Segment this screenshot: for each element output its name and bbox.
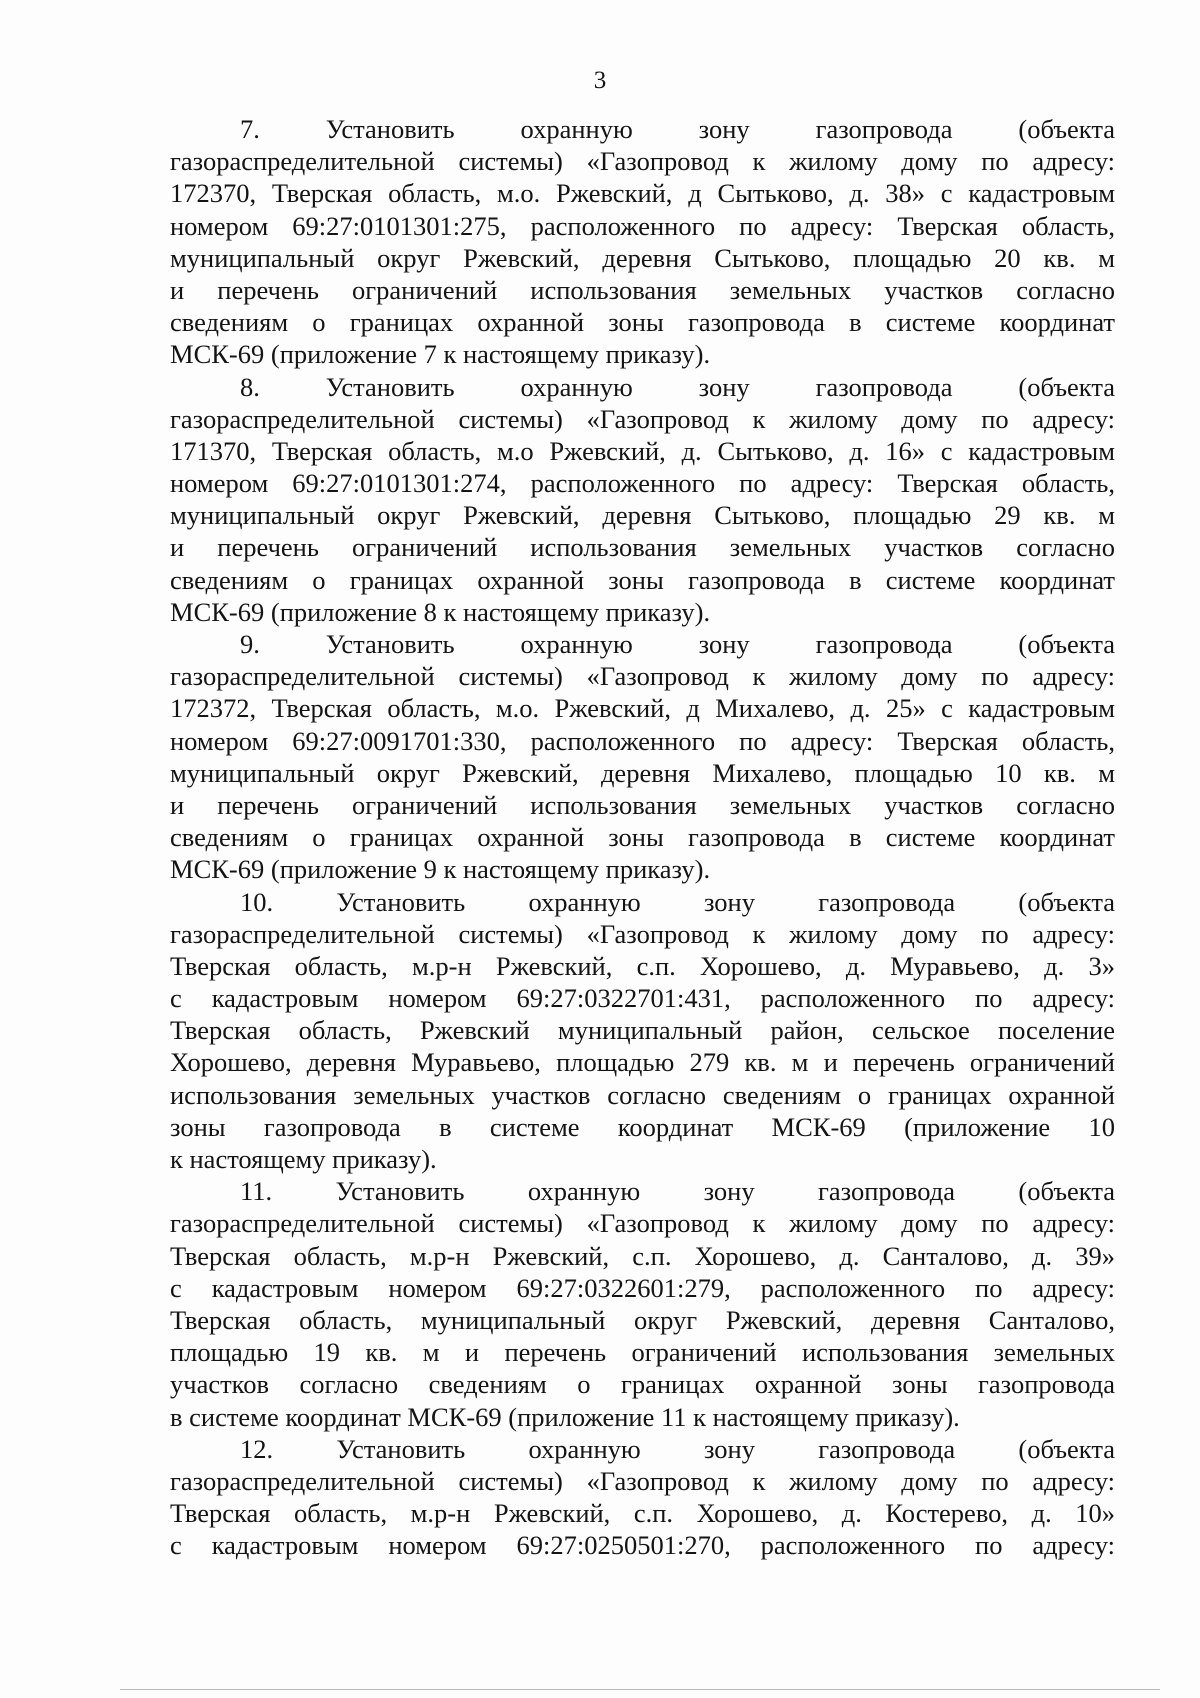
paragraph-item-9 <box>170 628 1115 886</box>
text-line: муниципальный округ Ржевский, деревня Михалево, площадью 10 кв. м <box>170 757 1115 788</box>
text-line: с кадастровым номером 69:27:0250501:270, расположенного по адресу: <box>170 1530 1115 1561</box>
text-line: МСК-69 (приложение 7 к настоящему приказу). <box>170 339 711 370</box>
text-line: газораспределительной системы) «Газопровод к жилому дому по адресу: <box>170 403 1115 434</box>
paragraph-item-10 <box>170 886 1115 1176</box>
text-line: и перечень ограничений использования земельных участков согласно <box>170 789 1115 820</box>
page-number: 3 <box>593 67 607 94</box>
text-line: 10. Установить охранную зону газопровода (объекта <box>240 886 1115 917</box>
text-line: и перечень ограничений использования земельных участков согласно <box>170 532 1115 563</box>
text-line: 9. Установить охранную зону газопровода (объекта <box>240 629 1115 659</box>
text-line: к настоящему приказу). <box>170 1144 437 1174</box>
text-line: сведениям о границах охранной зоны газопровода в системе координат <box>170 822 1115 853</box>
paragraph-item-12 <box>170 1433 1115 1562</box>
text-line: сведениям о границах охранной зоны газопровода в системе координат <box>170 564 1115 595</box>
text-line: газораспределительной системы) «Газопровод к жилому дому по адресу: <box>170 146 1115 177</box>
document-body <box>170 113 1115 1561</box>
text-line: и перечень ограничений использования земельных участков согласно <box>170 274 1115 305</box>
text-line: МСК-69 (приложение 9 к настоящему приказу). <box>170 854 711 885</box>
text-line: газораспределительной системы) «Газопровод к жилому дому по адресу: <box>170 918 1115 949</box>
text-line: Тверская область, м.р-н Ржевский, с.п. Хорошево, д. Санталово, д. 39» <box>170 1240 1115 1271</box>
text-line: зоны газопровода в системе координат МСК-69 (приложение 10 <box>170 1111 1115 1142</box>
text-line: площадью 19 кв. м и перечень ограничений использования земельных <box>170 1337 1115 1368</box>
text-line: сведениям о границах охранной зоны газопровода в системе координат <box>170 307 1115 338</box>
text-line: использования земельных участков согласно сведениям о границах охранной <box>170 1079 1115 1110</box>
text-line: 8. Установить охранную зону газопровода (объекта <box>240 371 1115 402</box>
text-line: Тверская область, м.р-н Ржевский, с.п. Хорошево, д. Костерево, д. 10» <box>170 1498 1115 1529</box>
text-line: Тверская область, Ржевский муниципальный район, сельское поселение <box>170 1015 1115 1046</box>
text-line: газораспределительной системы) «Газопровод к жилому дому по адресу: <box>170 661 1115 692</box>
text-line: номером 69:27:0101301:275, расположенного по адресу: Тверская область, <box>170 210 1115 241</box>
text-line: Тверская область, муниципальный округ Ржевский, деревня Санталово, <box>170 1304 1115 1335</box>
paragraph-item-8 <box>170 371 1115 629</box>
text-line: муниципальный округ Ржевский, деревня Сытьково, площадью 20 кв. м <box>170 242 1115 273</box>
text-line: участков согласно сведениям о границах охранной зоны газопровода <box>170 1369 1115 1400</box>
text-line: 172372, Тверская область, м.о. Ржевский, д Михалево, д. 25» с кадастровым <box>170 693 1115 724</box>
text-line: МСК-69 (приложение 8 к настоящему приказу). <box>170 596 711 627</box>
text-line: муниципальный округ Ржевский, деревня Сытьково, площадью 29 кв. м <box>170 500 1115 531</box>
page-bottom-edge <box>120 1689 1160 1690</box>
text-line: Тверская область, м.р-н Ржевский, с.п. Хорошево, д. Муравьево, д. 3» <box>170 950 1115 981</box>
text-line: 171370, Тверская область, м.о Ржевский, д. Сытьково, д. 16» с кадастровым <box>170 435 1115 466</box>
text-line: с кадастровым номером 69:27:0322601:279, расположенного по адресу: <box>170 1272 1115 1303</box>
text-line: номером 69:27:0091701:330, расположенного по адресу: Тверская область, <box>170 725 1115 756</box>
paragraph-item-7 <box>170 113 1115 371</box>
text-line: газораспределительной системы) «Газопровод к жилому дому по адресу: <box>170 1208 1115 1239</box>
text-line: газораспределительной системы) «Газопровод к жилому дому по адресу: <box>170 1465 1115 1496</box>
text-line: с кадастровым номером 69:27:0322701:431, расположенного по адресу: <box>170 983 1115 1014</box>
text-line: номером 69:27:0101301:274, расположенного по адресу: Тверская область, <box>170 468 1115 499</box>
text-line: 12. Установить охранную зону газопровода (объекта <box>240 1433 1115 1464</box>
text-line: 7. Установить охранную зону газопровода (объекта <box>240 114 1115 144</box>
text-line: 172370, Тверская область, м.о. Ржевский, д Сытьково, д. 38» с кадастровым <box>170 178 1115 209</box>
paragraph-item-11 <box>170 1175 1115 1433</box>
text-line: 11. Установить охранную зону газопровода (объекта <box>240 1176 1115 1207</box>
text-line: Хорошево, деревня Муравьево, площадью 279 кв. м и перечень ограничений <box>170 1047 1115 1078</box>
text-line: в системе координат МСК-69 (приложение 11 к настоящему приказу). <box>170 1401 960 1432</box>
